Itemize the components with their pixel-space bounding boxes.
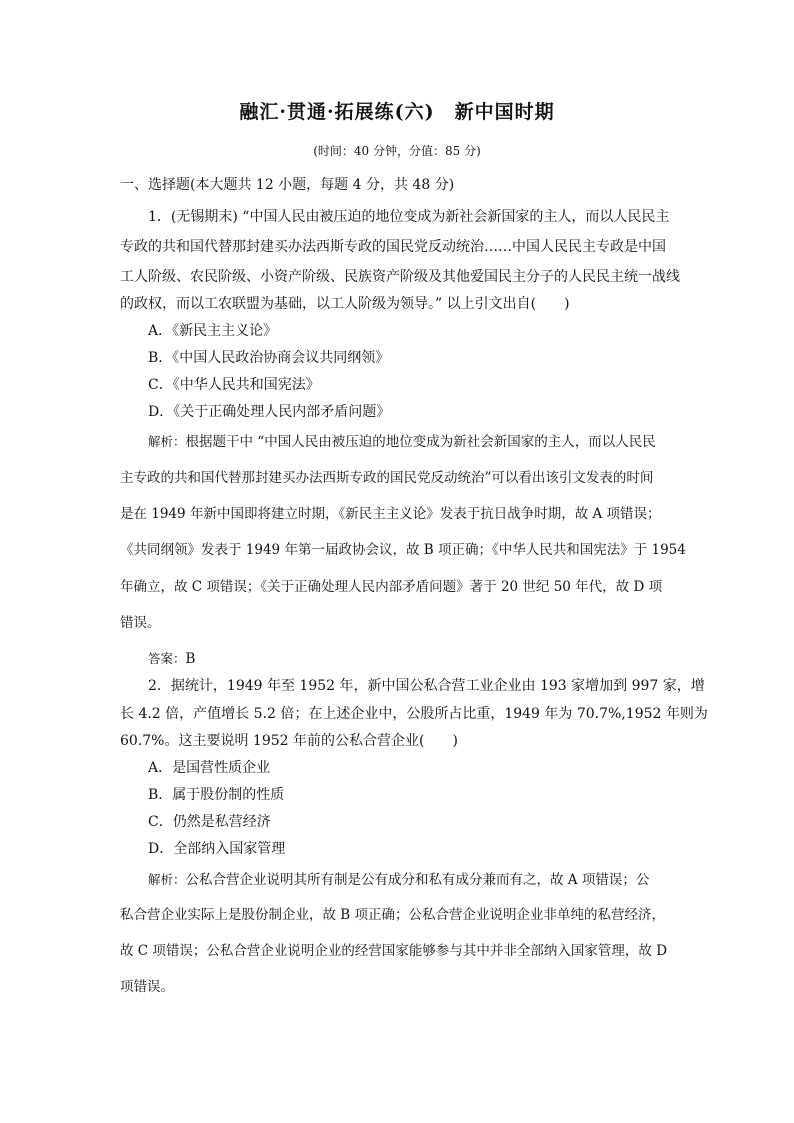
page-title: 融汇·贯通·拓展练(六) 新中国时期 (239, 101, 555, 123)
q2-analysis-line-2: 私合营企业实际上是股份制企业，故 B 项正确；公私合营企业说明企业非单纯的私营经济， (120, 907, 666, 923)
answer-label: 答案： (148, 651, 186, 666)
q1-analysis-line-3: 是在 1949 年新中国即将建立时期，《新民主主义论》发表于抗日战争时期，故 A 项错误； (120, 506, 661, 522)
analysis-label: 解析： (148, 434, 186, 449)
q2-analysis-line-3: 故 C 项错误；公私合营企业说明企业的经营国家能够参与其中并非全部纳入国家管理，故 D (120, 943, 668, 959)
q1-stem-line-2: 专政的共和国代替那封建买办法西斯专政的国民党反动统治……中国人民民主专政是中国 (120, 239, 666, 255)
q1-stem-line-3: 工人阶级、农民阶级、小资产阶级、民族资产阶级及其他爱国民主分子的人民民主统一战线 (120, 269, 680, 285)
q1-analysis-line-6: 错误。 (120, 615, 161, 631)
q1-analysis-line-1: 解析：根据题干中 “中国人民由被压迫的地位变成为新社会新国家的主人，而以人民民 (148, 434, 656, 450)
q2-option-b: B．属于股份制的性质 (148, 787, 285, 803)
q1-answer (148, 650, 195, 668)
q1-analysis-line-2: 主专政的共和国代替那封建买办法西斯专政的国民党反动统治”可以看出该引文发表的时间 (120, 470, 654, 486)
q1-stem-line-1: 1．(无锡期末) “中国人民由被压迫的地位变成为新社会新国家的主人，而以人民民主 (148, 209, 670, 225)
q2-stem-line-3: 60.7%。这主要说明 1952 年前的公私合营企业( ) (120, 733, 458, 749)
answer-value: B (185, 651, 196, 667)
q1-option-d: D．《关于正确处理人民内部矛盾问题》 (148, 404, 391, 420)
q2-option-d: D．全部纳入国家管理 (148, 841, 286, 857)
q2-stem-line-2: 长 4.2 倍，产值增长 5.2 倍；在上述企业中，公股所占比重，1949 年为 70.7%,1952 年则为 (120, 706, 708, 722)
q1-option-b: B．《中国人民政治协商会议共同纲领》 (148, 350, 390, 366)
q1-analysis-line-4: 《共同纲领》发表于 1949 年第一届政协会议，故 B 项正确；《中华人民共和国宪法》于 1954 (120, 542, 686, 558)
q1-option-c: C．《中华人民共和国宪法》 (148, 377, 320, 393)
q2-analysis-line-4: 项错误。 (120, 979, 174, 995)
q2-stem-line-1: 2．据统计，1949 年至 1952 年，新中国公私合营工业企业由 193 家增加到 997 家，增 (148, 678, 705, 694)
q2-option-c: C．仍然是私营经济 (148, 814, 271, 830)
time-score-info: (时间：40 分钟，分值：85 分) (313, 144, 481, 158)
q2-analysis-line-1: 解析：公私合营企业说明其所有制是公有成分和私有成分兼而有之，故 A 项错误；公 (148, 872, 650, 888)
section-heading: 一、选择题(本大题共 12 小题，每题 4 分，共 48 分) (120, 177, 455, 193)
q1-option-a: A．《新民主主义论》 (148, 323, 278, 339)
q1-stem-line-4: 的政权，而以工农联盟为基础，以工人阶级为领导。” 以上引文出自( ) (120, 296, 570, 312)
q1-analysis-line-5: 年确立，故 C 项错误；《关于正确处理人民内部矛盾问题》著于 20 世纪 50 年代，故 D 项 (120, 579, 663, 595)
q2-option-a: A．是国营性质企业 (148, 760, 271, 776)
analysis-label: 解析： (148, 872, 186, 887)
